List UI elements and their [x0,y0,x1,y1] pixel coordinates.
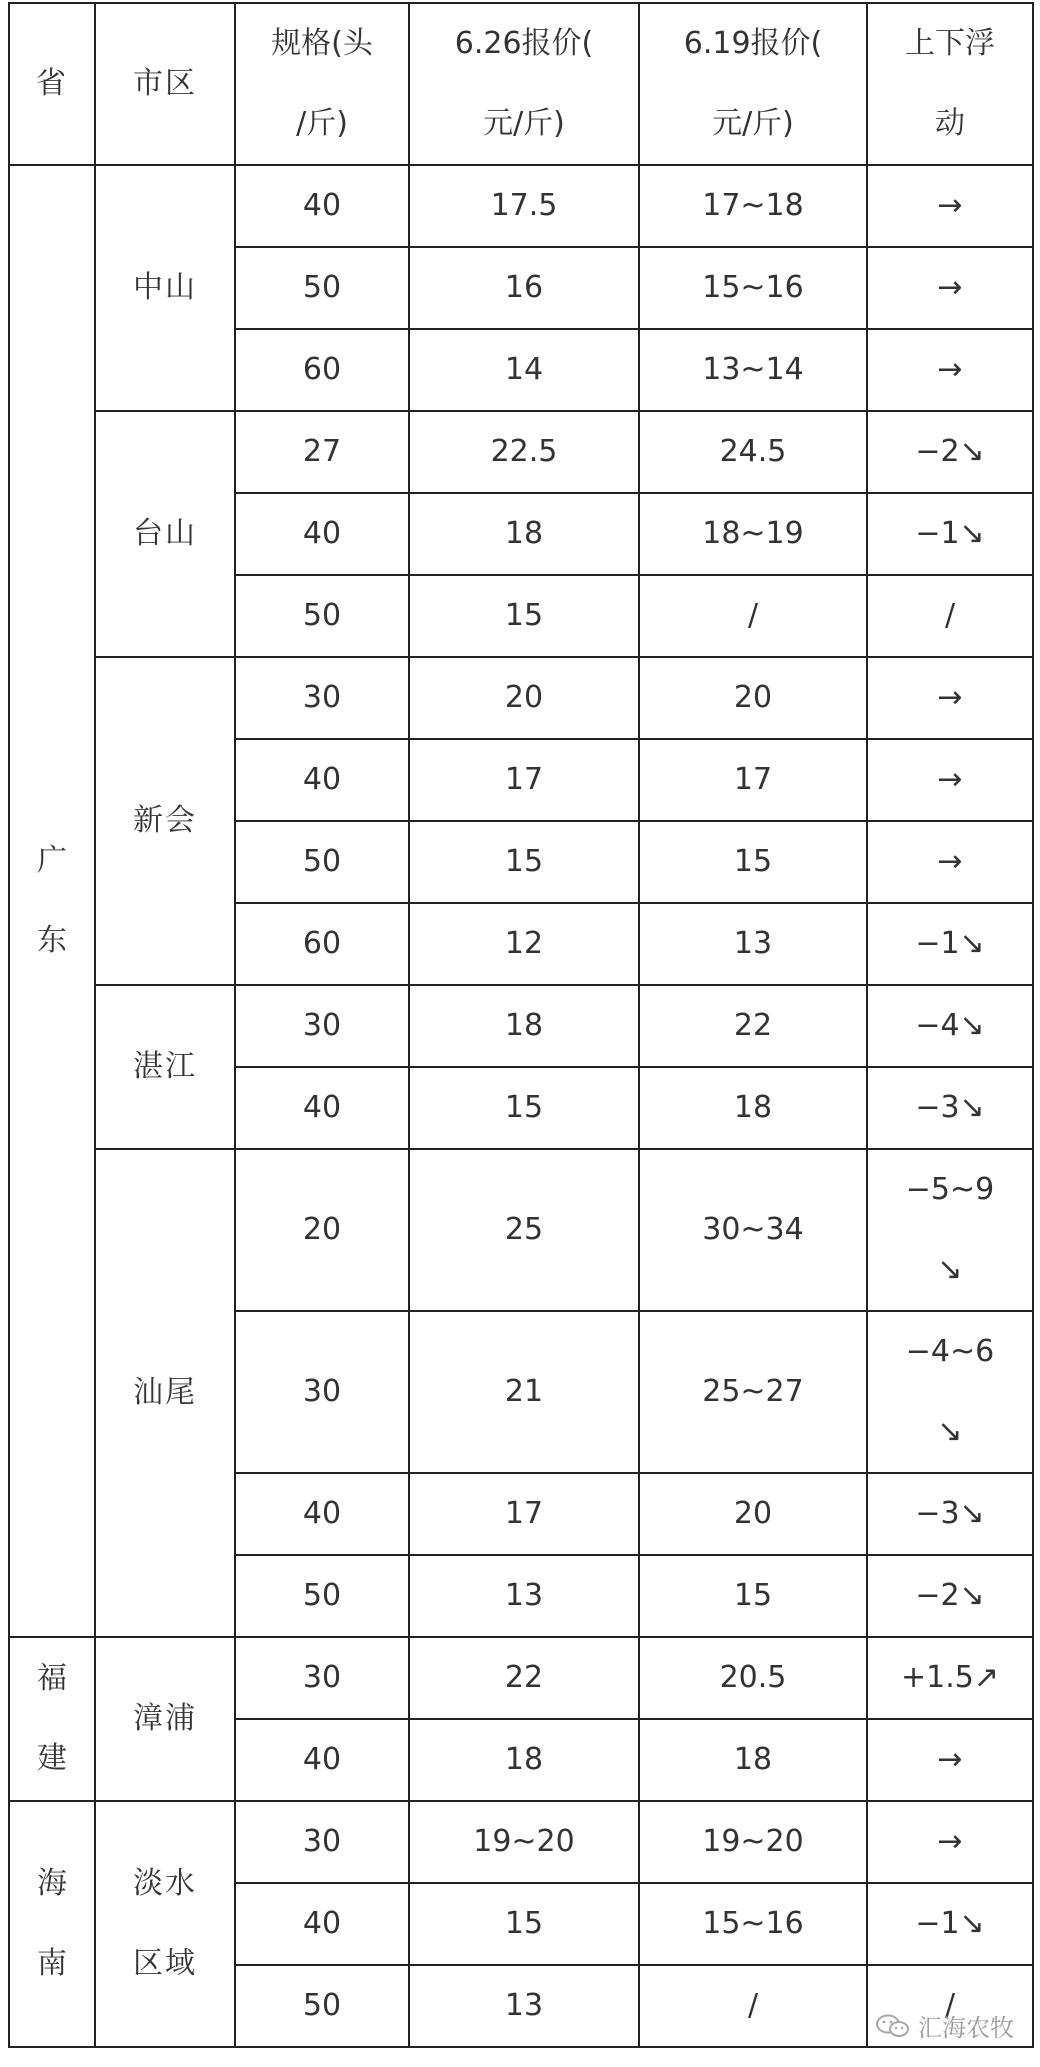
price-626-cell: 20 [409,657,639,739]
price-619-cell: 20 [639,657,867,739]
price-626-cell: 14 [409,329,639,411]
price-626-cell: 15 [409,821,639,903]
table-row [9,411,1033,493]
header-price-619: 6.19报价( 元/斤) [639,3,867,165]
spec-cell: 40 [235,493,409,575]
table-row [9,1637,1033,1719]
city-cell: 新会 [95,657,235,985]
price-626-cell: 22.5 [409,411,639,493]
header-row [9,3,1033,165]
change-cell: −1↘ [867,1883,1033,1965]
price-619-cell: 15 [639,821,867,903]
price-626-cell: 13 [409,1965,639,2047]
change-cell: → [867,165,1033,247]
price-619-cell: 20.5 [639,1637,867,1719]
price-619-cell: / [639,1965,867,2047]
change-cell: −2↘ [867,1555,1033,1637]
price-626-cell: 19~20 [409,1801,639,1883]
table-row [9,1149,1033,1311]
header-city: 市区 [95,3,235,165]
city-cell: 中山 [95,165,235,411]
price-619-cell: 13~14 [639,329,867,411]
price-626-cell: 17 [409,739,639,821]
price-619-cell: / [639,575,867,657]
price-626-cell: 17 [409,1473,639,1555]
price-619-cell: 15~16 [639,1883,867,1965]
price-626-cell: 21 [409,1311,639,1473]
change-cell: −1↘ [867,903,1033,985]
price-619-cell: 18 [639,1067,867,1149]
spec-cell: 30 [235,1311,409,1473]
spec-cell: 30 [235,1637,409,1719]
price-626-cell: 12 [409,903,639,985]
change-cell: −4~6 ↘ [867,1311,1033,1473]
price-619-cell: 18~19 [639,493,867,575]
change-cell: −1↘ [867,493,1033,575]
watermark [876,2008,1014,2043]
watermark-text: 汇海农牧 [918,2014,1014,2042]
price-619-cell: 25~27 [639,1311,867,1473]
spec-cell: 40 [235,1719,409,1801]
change-cell: → [867,247,1033,329]
table-row [9,1801,1033,1883]
header-spec: 规格(头 /斤) [235,3,409,165]
city-cell: 淡水 区域 [95,1801,235,2047]
change-cell: +1.5↗ [867,1637,1033,1719]
city-cell: 汕尾 [95,1149,235,1637]
change-cell: −3↘ [867,1067,1033,1149]
price-619-cell: 17~18 [639,165,867,247]
price-619-cell: 30~34 [639,1149,867,1311]
spec-cell: 50 [235,575,409,657]
change-cell: → [867,1801,1033,1883]
price-626-cell: 22 [409,1637,639,1719]
spec-cell: 40 [235,1473,409,1555]
price-626-cell: 18 [409,985,639,1067]
header-price-626: 6.26报价( 元/斤) [409,3,639,165]
change-cell: → [867,739,1033,821]
change-cell: −4↘ [867,985,1033,1067]
price-626-cell: 18 [409,493,639,575]
province-cell: 海 南 [9,1801,95,2047]
table-row [9,165,1033,247]
change-cell: → [867,657,1033,739]
price-626-cell: 16 [409,247,639,329]
change-cell: −2↘ [867,411,1033,493]
header-province: 省 [9,3,95,165]
price-619-cell: 20 [639,1473,867,1555]
province-cell: 广 东 [9,165,95,1637]
change-cell: / [867,575,1033,657]
spec-cell: 30 [235,1801,409,1883]
spec-cell: 50 [235,247,409,329]
price-626-cell: 17.5 [409,165,639,247]
price-626-cell: 13 [409,1555,639,1637]
spec-cell: 40 [235,1883,409,1965]
spec-cell: 30 [235,985,409,1067]
price-626-cell: 15 [409,1883,639,1965]
change-cell: −5~9 ↘ [867,1149,1033,1311]
price-619-cell: 15~16 [639,247,867,329]
price-626-cell: 18 [409,1719,639,1801]
price-table [8,2,1034,2048]
spec-cell: 60 [235,903,409,985]
price-626-cell: 15 [409,1067,639,1149]
price-619-cell: 18 [639,1719,867,1801]
province-cell: 福 建 [9,1637,95,1801]
spec-cell: 40 [235,1067,409,1149]
spec-cell: 50 [235,1965,409,2047]
city-cell: 湛江 [95,985,235,1149]
change-cell: → [867,1719,1033,1801]
price-619-cell: 19~20 [639,1801,867,1883]
header-change: 上下浮 动 [867,3,1033,165]
price-619-cell: 17 [639,739,867,821]
price-619-cell: 13 [639,903,867,985]
change-cell: −3↘ [867,1473,1033,1555]
city-cell: 漳浦 [95,1637,235,1801]
price-619-cell: 22 [639,985,867,1067]
spec-cell: 50 [235,821,409,903]
price-626-cell: 25 [409,1149,639,1311]
spec-cell: 40 [235,165,409,247]
spec-cell: 30 [235,657,409,739]
price-626-cell: 15 [409,575,639,657]
spec-cell: 27 [235,411,409,493]
change-cell: → [867,329,1033,411]
spec-cell: 40 [235,739,409,821]
change-cell: / [867,1965,1033,2047]
wechat-icon [876,2014,910,2038]
price-619-cell: 24.5 [639,411,867,493]
spec-cell: 20 [235,1149,409,1311]
spec-cell: 50 [235,1555,409,1637]
spec-cell: 60 [235,329,409,411]
table-row [9,985,1033,1067]
change-cell: → [867,821,1033,903]
city-cell: 台山 [95,411,235,657]
price-619-cell: 15 [639,1555,867,1637]
table-row [9,657,1033,739]
